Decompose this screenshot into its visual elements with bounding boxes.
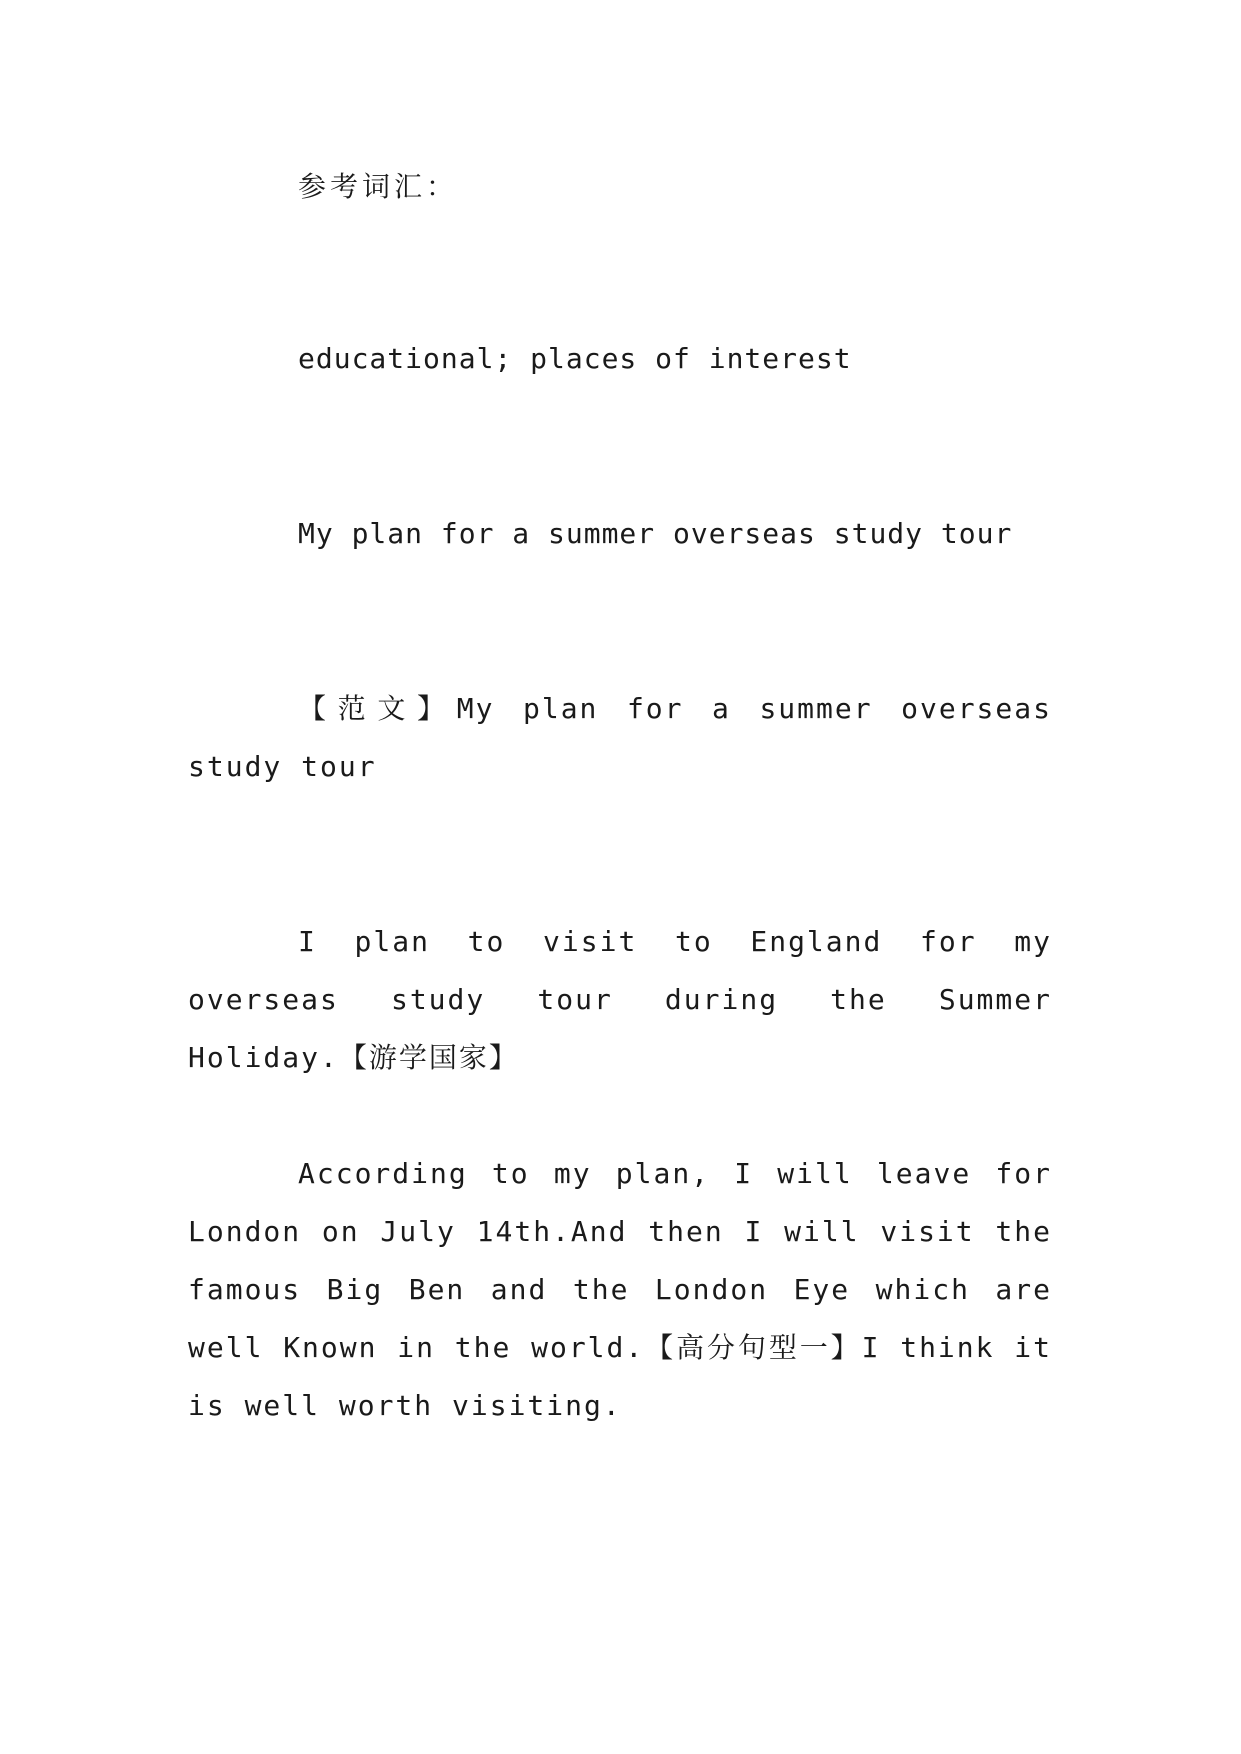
- vocabulary-heading: 参考词汇：: [298, 170, 459, 203]
- sample-essay-title: 【范文】My plan for a summer overseas study tour: [188, 692, 1052, 783]
- vocabulary-list: educational; places of interest: [298, 342, 852, 375]
- essay-paragraph-2: According to my plan, I will leave for London on July 14th.And then I will visit the famous Big Ben and the London Eye which are well Known in the world.【高分句型一】I think it is well worth visiting.: [188, 1157, 1052, 1422]
- essay-title: My plan for a summer overseas study tour: [298, 517, 1013, 550]
- essay-paragraph-1: I plan to visit to England for my overseas study tour during the Summer Holiday.【游学国家】: [188, 925, 1052, 1074]
